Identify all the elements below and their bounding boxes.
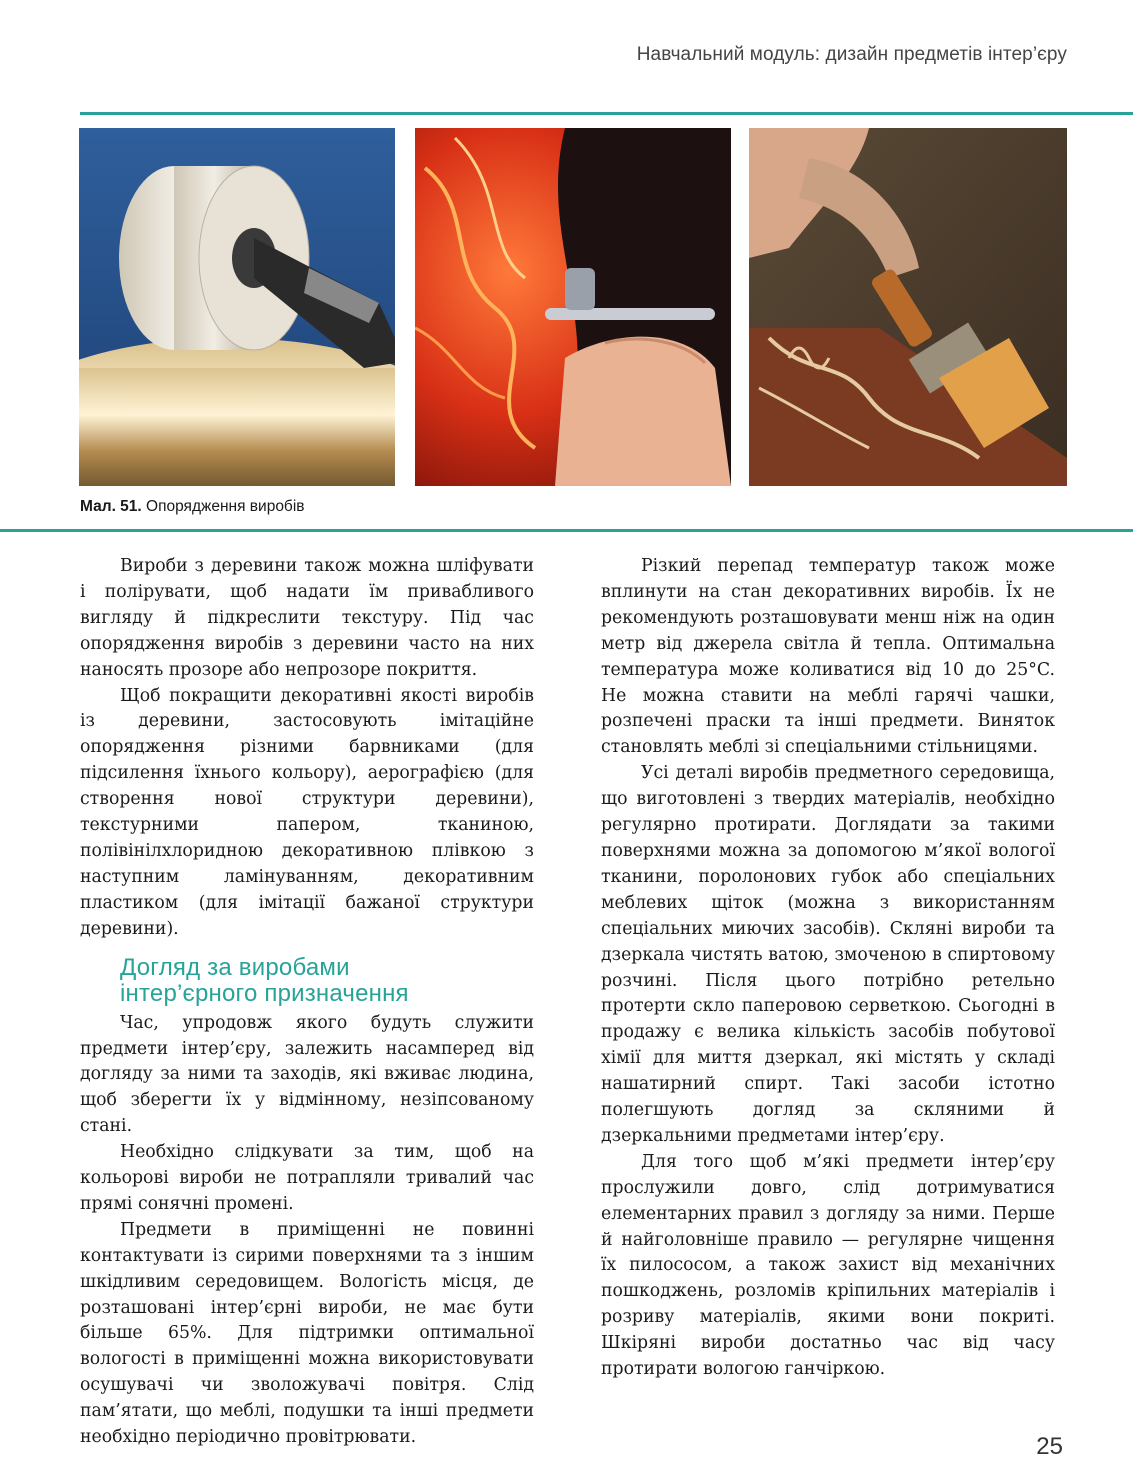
- figure-photos: [79, 128, 1067, 486]
- caption-label: Мал. 51.: [80, 498, 142, 515]
- varnish-brush-photo: [749, 128, 1067, 486]
- paragraph: Предмети в приміщенні не повинні контактувати із сирими поверхнями та з іншим шкідливим середовищем. Вологість місця, де розташовані інтер’єрні вироби, не має бути більше 65%. Для підтримки оптимальної вологості в приміщенні можна використовувати осушувачі чи зволожувачі повітря. Слід пам’ятати, що меблі, подушки та інші предмети необхідно періодично провітрювати.: [80, 1219, 534, 1448]
- caption-divider: [0, 529, 1133, 532]
- paragraph: Різкий перепад температур також може вплинути на стан декоративних виробів. Їх не рекомендують розташовувати менш ніж на один метр від джерела світла й тепла. Оптимальна температура може коливатися від 10 до 25°C. Не можна ставити на меблі гарячі чашки, розпечені праски та інші предмети. Виняток становлять меблі зі спеціальними стільницями.: [601, 556, 1055, 758]
- paragraph: Час, упродовж якого будуть служити предмети інтер’єру, залежить насамперед від догляду за ними та заходів, які вживає людина, щоб зберегти їх у відмінному, незіпсованому стані.: [80, 1012, 534, 1137]
- section-heading-line: Догляд за виробами: [120, 953, 350, 981]
- header-divider: [80, 112, 1133, 115]
- figure-caption: [80, 498, 305, 516]
- module-title: Навчальний модуль: дизайн предметів інтер’єру: [636, 44, 1067, 65]
- airbrush-photo: [415, 128, 731, 486]
- polishing-wheel-photo: [79, 128, 395, 486]
- page-header: [0, 0, 1133, 116]
- paragraph: Необхідно слідкувати за тим, щоб на кольорові вироби не потрапляли тривалий час прямі сонячні промені.: [80, 1142, 534, 1214]
- left-column: [80, 554, 534, 1451]
- paragraph: Вироби з деревини також можна шліфувати і полірувати, щоб надати їм привабливого вигляду й підкреслити текстуру. Під час опорядження виробів з деревини часто на них наносять прозоре або непрозоре покриття.: [80, 556, 534, 680]
- page-number: 25: [1036, 1433, 1063, 1460]
- right-column: [601, 554, 1055, 1383]
- section-heading: [120, 955, 534, 1007]
- paragraph: Усі деталі виробів предметного середовища, що виготовлені з твердих матеріалів, необхідно регулярно протирати. Доглядати за такими поверхнями можна за допомогою м’якої вологої тканини, поролонових губок або спеціальних меблевих щіток (можна з використанням спеціальних миючих засобів). Скляні вироби та дзеркала чистять ватою, змоченою в спиртовому розчині. Після цього потрібно ретельно протерти скло паперовою серветкою. Сьогодні в продажу є велика кількість засобів побутової хімії для миття дзеркал, які містять у складі нашатирний спирт. Такі засоби істотно полегшують догляд за скляними й дзеркальними предметами інтер’єру.: [601, 763, 1055, 1146]
- caption-text: Опорядження виробів: [141, 498, 305, 515]
- section-heading-line: інтер’єрного призначення: [120, 979, 409, 1007]
- paragraph: Щоб покращити декоративні якості виробів із деревини, застосовують імітаційне опорядження різними барвниками (для підсилення їхнього кольору), аерографією (для створення нової структури деревини), текстурними папером, тканиною, полівінілхлоридною декоративною плівкою з наступним ламінуванням, декоративним пластиком (для імітації бажаної структури деревини).: [80, 685, 534, 939]
- paragraph: Для того щоб м’які предмети інтер’єру прослужили довго, слід дотримуватися елементарних правил з догляду за ними. Перше й найголовніше правило — регулярне чищення їх пилососом, а також захист від механічних пошкоджень, розломів кріпильних матеріалів і розриву матеріалів, якими вони покриті. Шкіряні вироби достатньо час від часу протирати вологою ганчіркою.: [601, 1151, 1055, 1380]
